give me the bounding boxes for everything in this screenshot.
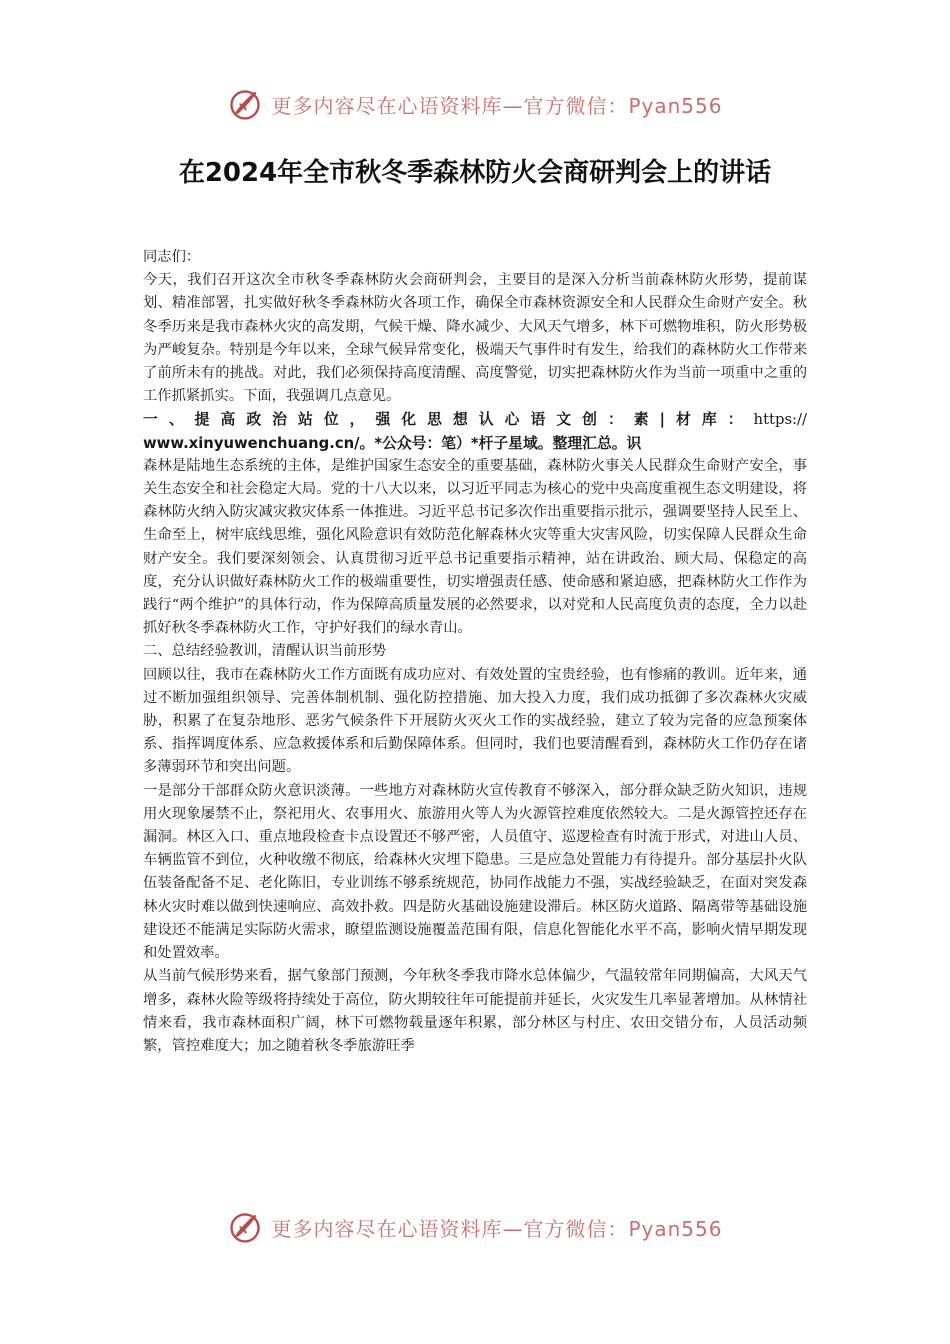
section-heading-1-continuation: www.xinyuwenchuang.cn/。*公众号：笔）*杆子星域。整理汇总。识 [143,434,642,452]
banner-text: 更多内容尽在心语资料库—官方微信：Pyan556 [271,1216,723,1241]
footer-banner [0,1205,950,1249]
brush-logo-icon [227,1209,263,1245]
document-title: 在2024年全市秋冬季森林防火会商研判会上的讲话 [178,158,772,188]
banner-text: 更多内容尽在心语资料库—官方微信：Pyan556 [271,93,723,118]
document-body [143,246,807,1058]
salutation: 同志们： [143,249,201,265]
section-heading-1-text: 一、提高政治站位，强化思想认心语文创：素|材库： [143,411,754,429]
intro-paragraph: 今天，我们召开这次全市秋冬季森林防火会商研判会，主要目的是深入分析当前森林防火形势，提前谋划、精准部署，扎实做好秋冬季森林防火各项工作，确保全市森林资源安全和人民群众生命财产安全。秋冬季历来是我市森林火灾的高发期，气候干燥、降水减少、大风天气增多，林下可燃物堆积，防火形势极为严峻复杂。特别是今年以来，全球气候异常变化，极端天气事件时有发生，给我们的森林防火工作带来了前所未有的挑战。对此，我们必须保持高度清醒、高度警觉，切实把森林防火作为当前一项重中之重的工作抓紧抓实。下面，我强调几点意见。 [143,272,807,405]
brush-logo-icon [227,86,263,122]
section-heading-1-url: https:// [753,411,807,429]
paragraph-1: 森林是陆地生态系统的主体，是维护国家生态安全的重要基础，森林防火事关人民群众生命财产安全，事关生态安全和社会稳定大局。党的十八大以来，以习近平同志为核心的党中央高度重视生态文明建设，将森林防火纳入防灾减灾救灾体系一体推进。习近平总书记多次作出重要指示批示，强调要坚持人民至上、生命至上，树牢底线思维，强化风险意识有效防范化解森林火灾等重大灾害风险，切实保障人民群众生命财产安全。我们要深刻领会、认真贯彻习近平总书记重要指示精神，站在讲政治、顾大局、保稳定的高度，充分认识做好森林防火工作的极端重要性，切实增强责任感、使命感和紧迫感，把森林防火工作作为践行“两个维护”的具体行动，作为保障高质量发展的必然要求，以对党和人民高度负责的态度，全力以赴抓好秋冬季森林防火工作，守护好我们的绿水青山。 [143,457,807,637]
paragraph-4: 从当前气候形势来看，据气象部门预测，今年秋冬季我市降水总体偏少，气温较常年同期偏高，大风天气增多，森林火险等级将持续处于高位，防火期较往年可能提前并延长，火灾发生几率显著增加。从林情社情来看，我市森林面积广阔，林下可燃物载量逐年积累，部分林区与村庄、农田交错分布，人员活动频繁，管控难度大；加之随着秋冬季旅游旺季 [143,968,807,1054]
paragraph-2: 回顾以往，我市在森林防火工作方面既有成功应对、有效处置的宝贵经验，也有惨痛的教训。近年来，通过不断加强组织领导、完善体制机制、强化防控措施、加大投入力度，我们成功抵御了多次森林火灾威胁，积累了在复杂地形、恶劣气候条件下开展防火灭火工作的实战经验，建立了较为完备的应急预案体系、指挥调度体系、应急救援体系和后勤保障体系。但同时，我们也要清醒看到，森林防火工作仍存在诸多薄弱环节和突出问题。 [143,666,807,776]
paragraph-3: 一是部分干部群众防火意识淡薄。一些地方对森林防火宣传教育不够深入，部分群众缺乏防火知识，违规用火现象屡禁不止，祭祀用火、农事用火、旅游用火等人为火源管控难度依然较大。二是火源管控还存在漏洞。林区入口、重点地段检查卡点设置还不够严密，人员值守、巡逻检查有时流于形式，对进山人员、车辆监管不到位，火种收缴不彻底，给森林火灾埋下隐患。三是应急处置能力有待提升。部分基层扑火队伍装备配备不足、老化陈旧，专业训练不够系统规范，协同作战能力不强，实战经验缺乏，在面对突发森林火灾时难以做到快速响应、高效扑救。四是防火基础设施建设滞后。林区防火道路、隔离带等基础设施建设还不能满足实际防火需求，瞭望监测设施覆盖范围有限，信息化智能化水平不高，影响火情早期发现和处置效率。 [143,782,807,962]
section-heading-2: 二、总结经验教训，清醒认识当前形势 [143,643,387,660]
header-banner [0,82,950,126]
section-heading-1 [143,408,807,431]
